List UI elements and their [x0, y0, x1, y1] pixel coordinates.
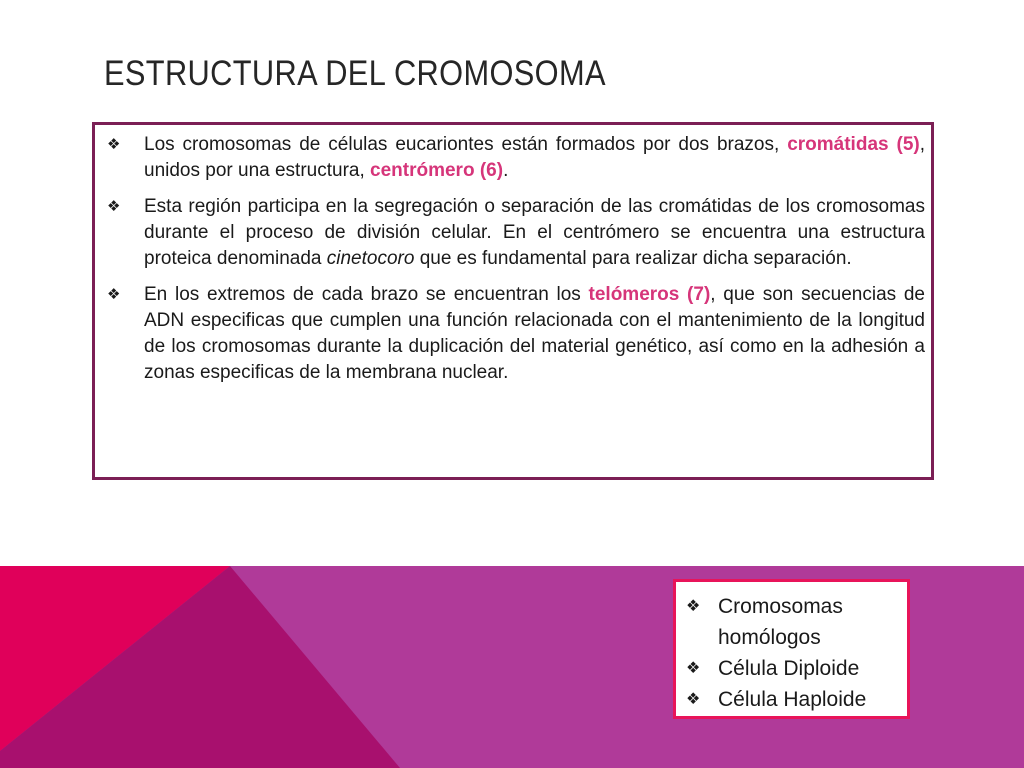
slide-title: ESTRUCTURA DEL CROMOSOMA	[104, 54, 606, 93]
bullet-text	[144, 196, 925, 269]
bullet-item	[107, 132, 925, 184]
content-box	[92, 122, 934, 480]
bullet-item	[107, 282, 925, 386]
text-run: , unidos por una estructura,	[144, 134, 926, 181]
text-run: , que son secuencias de ADN especificas que cumplen una función relacionada con el mantenimiento de la longitud de los cromosomas durante la duplicación del material genético, así como en la adhesión a zonas especificas de la membrana nuclear.	[144, 284, 925, 383]
text-run: En los extremos de cada brazo se encuentran los	[144, 284, 589, 305]
side-item-label: Célula Haploide	[718, 688, 867, 711]
four-diamond-bullet-icon: ❖	[686, 660, 701, 677]
italic-cinetocoro: cinetocoro	[326, 248, 415, 269]
text-run: .	[503, 160, 509, 181]
side-list-box	[673, 579, 910, 719]
highlight-centromero: centrómero (6)	[370, 160, 504, 181]
four-diamond-bullet-icon: ❖	[107, 198, 121, 215]
highlight-cromatidas: cromátidas (5)	[787, 134, 920, 155]
bullet-text	[144, 284, 925, 383]
side-item-label: Cromosomas homólogos	[718, 595, 843, 649]
side-list	[686, 591, 900, 715]
text-run: Esta región participa en la segregación o separación de las cromátidas de los cromosomas durante el proceso de división celular. En el centrómero se encuentra una estructura proteica denominada	[144, 196, 925, 269]
four-diamond-bullet-icon: ❖	[107, 136, 121, 153]
side-item-celula-diploide	[686, 653, 900, 684]
bullet-text	[144, 134, 925, 181]
bullet-list	[107, 132, 925, 396]
four-diamond-bullet-icon: ❖	[107, 286, 121, 303]
highlight-telomeros: telómeros (7)	[588, 284, 711, 305]
text-run: Los cromosomas de células eucariontes están formados por dos brazos,	[144, 134, 788, 155]
side-item-label: Célula Diploide	[718, 657, 860, 680]
side-item-celula-haploide	[686, 684, 900, 715]
four-diamond-bullet-icon: ❖	[686, 691, 701, 708]
four-diamond-bullet-icon: ❖	[686, 598, 701, 615]
text-run: que es fundamental para realizar dicha separación.	[414, 248, 852, 269]
side-item-cromosomas-homologos	[686, 591, 900, 653]
bullet-item	[107, 194, 925, 272]
